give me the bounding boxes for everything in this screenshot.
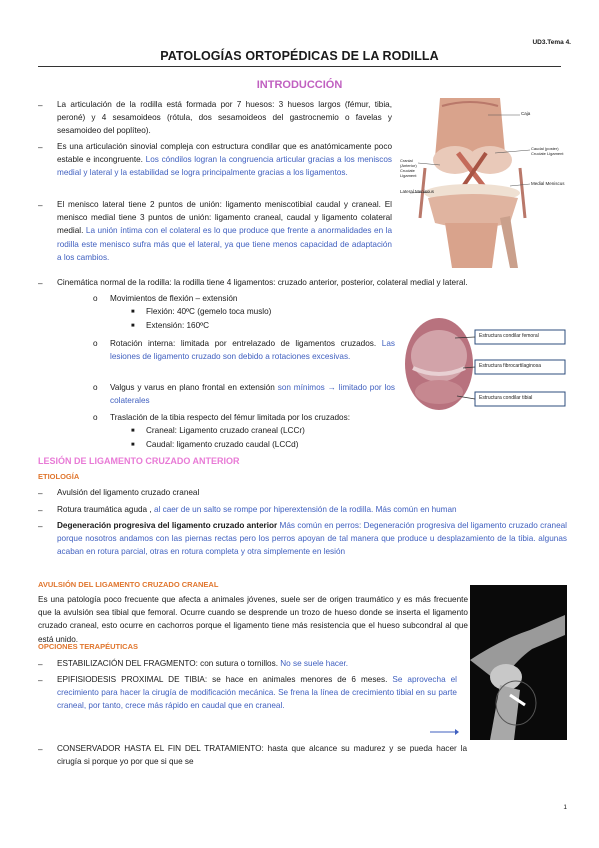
circle-bullet: o: [93, 413, 98, 422]
intro-bullet-sinovial: [57, 140, 392, 180]
etiologia-avulsion: Avulsión del ligamento cruzado craneal: [57, 488, 200, 497]
title-rule: [38, 66, 561, 67]
square-bullet: ■: [131, 323, 135, 329]
knee-anatomy-figure: [400, 98, 565, 268]
intro-bullet-huesos: La articulación de la rodilla está formada por 7 huesos: 3 huesos largos (fémur, tibia, peroné) y 4 sesamoideos (rótula, dos sesamoideos del gastrocnemio o favelas y sesamoideo del poplíteo).: [57, 100, 392, 136]
subsection-opciones: OPCIONES TERAPÉUTICAS: [38, 642, 139, 651]
kinematics-craneal: Craneal: Ligamento cruzado craneal (LCCr): [146, 426, 305, 435]
bullet-dash: –: [38, 143, 43, 152]
kinematics-flexion: Movimientos de flexión – extensión: [110, 294, 238, 303]
section-title-introduccion: INTRODUCCIÓN: [256, 79, 343, 91]
figure1-label: Lateral Meniscus: [400, 189, 435, 194]
text-black: Valgus y varus en plano frontal en extensión: [110, 383, 275, 392]
page-number: 1: [563, 804, 567, 811]
kinematics-rotation: [110, 337, 395, 363]
text-black: ESTABILIZACIÓN DEL FRAGMENTO: con sutura o tornillos.: [57, 659, 278, 668]
opcion-conservador: CONSERVADOR HASTA EL FIN DEL TRATAMIENTO: hasta que alcance su madurez y se pueda hacer la cirugía si porque yo por que si que se: [57, 744, 467, 767]
subsection-avulsion: AVULSIÓN DEL LIGAMENTO CRUZADO CRANEAL: [38, 580, 219, 589]
bullet-dash: –: [38, 660, 43, 669]
text-blue: al caer de un salto se rompe por hiperextensión de la rodilla. Más común en human: [153, 505, 457, 514]
bullet-dash: –: [38, 745, 43, 754]
bullet-dash: –: [38, 522, 43, 531]
bullet-dash: –: [38, 101, 43, 110]
condylar-structure-figure: [403, 316, 568, 412]
kinematics-traslacion: Traslación de la tibia respecto del fémur limitada por los cruzados:: [110, 413, 350, 422]
figure1-label: Caudal (poster) Cruciate Ligament: [531, 146, 564, 156]
bullet-dash: –: [38, 676, 43, 685]
kinematics-flexion-value: Flexión: 40ºC (gemelo toca muslo): [146, 307, 272, 316]
text-blue: Los cóndilos logran la congruencia articular gracias a los meniscos medial y lateral y la estabilidad se logra principalmente gracias a los ligamentos.: [57, 155, 393, 178]
intro-bullet-meniscos: [57, 198, 392, 264]
bullet-dash: –: [38, 201, 43, 210]
arrow-annotation: [430, 728, 460, 736]
circle-bullet: o: [93, 383, 98, 392]
figure2-label: Estructura condilar femoral: [479, 333, 539, 339]
doc-tag: UD3.Tema 4.: [532, 39, 571, 46]
text-black: EPIFISIODESIS PROXIMAL DE TIBIA: se hace en animales menores de 6 meses.: [57, 675, 388, 684]
circle-bullet: o: [93, 294, 98, 303]
circle-bullet: o: [93, 339, 98, 348]
text-black: Es una articulación sinovial compleja con estructura condilar que es anatómicamente poco estable e incongruente.: [57, 142, 392, 165]
figure1-label: Cranial (Anterior) Cruciate Ligament: [400, 158, 417, 178]
figure1-label: Medial Meniscus: [531, 181, 565, 186]
text-blue: La unión íntima con el colateral es lo que produce que frente a anormalidades en la rodilla este menisco sufra más que el lateral, ya que tiene menos capacidad de adaptación a los cambios.: [57, 226, 393, 262]
etiologia-degeneracion: [57, 519, 567, 559]
bullet-dash: –: [38, 506, 43, 515]
kinematics-extension-value: Extensión: 160ºC: [146, 321, 210, 330]
text-black: Rotación interna: limitada por entrelazado de ligamentos cruzados.: [110, 339, 377, 348]
opcion-epifisiodesis: [57, 673, 457, 713]
text-blue: Las lesiones de ligamento cruzado son debido a rotaciones excesivas.: [110, 339, 395, 362]
square-bullet: ■: [131, 309, 135, 315]
kinematics-caudal: Caudal: ligamento cruzado caudal (LCCd): [146, 440, 299, 449]
etiologia-rotura: [57, 503, 577, 516]
square-bullet: ■: [131, 428, 135, 434]
bullet-dash: –: [38, 489, 43, 498]
bullet-dash: –: [38, 279, 43, 288]
text-blue: Se aprovecha el crecimiento para hacer la cirugía de modificación mecánica. Se frena la línea de crecimiento tibial en su parte craneal, por tanto, crece más rápido en caudal que en craneal.: [57, 675, 458, 711]
text-blue: Más común en perros: Degeneración progresiva del ligamento cruzado craneal porque nosotros andamos con las piernas rectas pero los perros apoyan de tal manera que produce u desplazamiento de la tibia. algunas acaban en rotura parcial, otras en rotura completa y otra simplemente en lesión: [57, 521, 567, 557]
figure1-label: Caja: [521, 111, 531, 116]
text-blue: No se suele hacer.: [280, 659, 349, 668]
figure2-label: Estructura fibrocartilaginosa: [479, 363, 541, 369]
section-title-lesion: LESIÓN DE LIGAMENTO CRUZADO ANTERIOR: [38, 456, 240, 466]
kinematics-valgus: [110, 381, 395, 407]
intro-bullet-cinematica: Cinemática normal de la rodilla: la rodilla tiene 4 ligamentos: cruzado anterior, posterior, colateral medial y lateral.: [57, 278, 468, 287]
figure2-label: Estructura condilar tibial: [479, 395, 533, 401]
text-blue: son mínimos → limitado por los colaterales: [110, 383, 395, 406]
text-bold: Degeneración progresiva del ligamento cruzado anterior: [57, 521, 278, 530]
avulsion-paragraph: Es una patología poco frecuente que afecta a animales jóvenes, suele ser de origen traumático y es más frecuente que la avulsión sea tibial que femoral. Ocurre cuando se desprende un trozo de hueso donde se inserta el ligamento cruzado craneal, esto ocurre en cachorros porque el ligamento tiene más resistencia que el hueso subcondral al que está unido.: [38, 595, 468, 644]
text-black: Rotura traumática aguda ,: [57, 505, 152, 514]
page-title: PATOLOGÍAS ORTOPÉDICAS DE LA RODILLA: [160, 49, 439, 63]
opcion-estabilizacion: [57, 657, 467, 670]
xray-image: [470, 585, 567, 740]
subsection-etiologia: ETIOLOGÍA: [38, 472, 80, 481]
square-bullet: ■: [131, 442, 135, 448]
text-black: El menisco lateral tiene 2 puntos de unión: ligamento meniscotibial caudal y craneal. El menisco medial tiene 3 puntos de unión: ligamento craneal, caudal y ligamento colateral medial.: [57, 200, 392, 236]
